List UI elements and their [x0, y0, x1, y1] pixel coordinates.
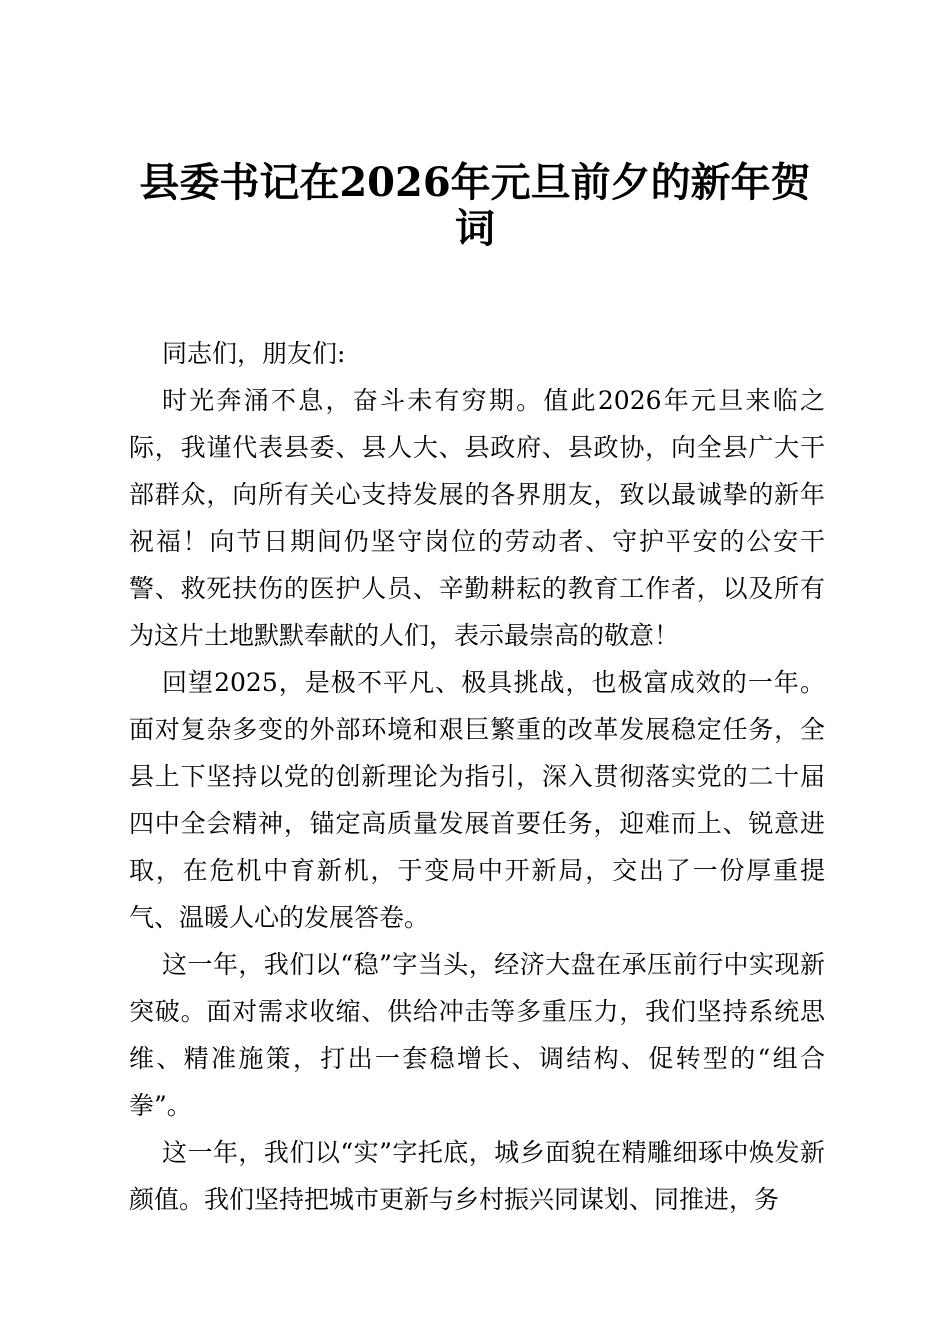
stability-paragraph: 这一年，我们以“稳”字当头，经济大盘在承压前行中实现新突破。面对需求收缩、供给冲击等多重压力，我们坚持系统思维、精准施策，打出一套稳增长、调结构、促转型的“组合拳”。 — [129, 950, 825, 1120]
document-body — [129, 330, 825, 1223]
review-paragraph: 回望2025，是极不平凡、极具挑战，也极富成效的一年。面对复杂多变的外部环境和艰巨繁重的改革发展稳定任务，全县上下坚持以党的创新理论为指引，深入贯彻落实党的二十届四中全会精神，锚定高质量发展首要任务，迎难而上、锐意进取，在危机中育新机，于变局中开新局，交出了一份厚重提气、温暖人心的发展答卷。 — [129, 668, 825, 932]
document-title: 县委书记在2026年元旦前夕的新年贺词 — [139, 159, 811, 252]
urban-rural-paragraph: 这一年，我们以“实”字托底，城乡面貌在精雕细琢中焕发新颜值。我们坚持把城市更新与乡村振兴同谋划、同推进，务 — [129, 1138, 825, 1214]
salutation-paragraph: 同志们，朋友们: — [162, 339, 346, 368]
greeting-paragraph: 时光奔涌不息，奋斗未有穷期。值此2026年元旦来临之际，我谨代表县委、县人大、县政府、县政协，向全县广大干部群众，向所有关心支持发展的各界朋友，致以最诚挚的新年祝福！向节日期间仍坚守岗位的劳动者、守护平安的公安干警、救死扶伤的医护人员、辛勤耕耘的教育工作者，以及所有为这片土地默默奉献的人们，表示最崇高的敬意！ — [129, 386, 825, 650]
